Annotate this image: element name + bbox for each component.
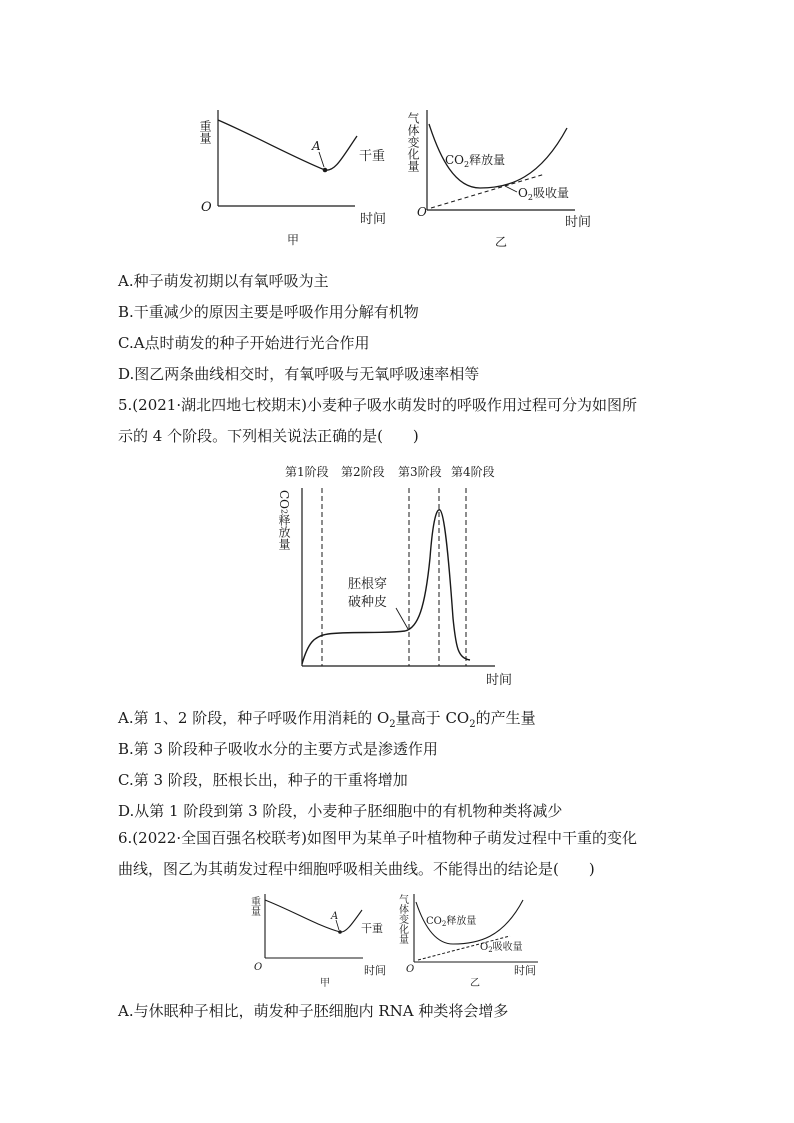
yi-origin: O (417, 205, 427, 219)
jia-dry-weight-curve (218, 120, 357, 170)
q6-yi-x-label: 时间 (514, 964, 536, 977)
q5-option-b: B.第 3 阶段种子吸收水分的主要方式是渗透作用 (118, 740, 438, 758)
q5-y-label: CO 2 释放量 (277, 490, 291, 551)
q6-stem-line1: 6.(2022·全国百强名校联考)如图甲为某单子叶植物种子萌发过程中干重的变化 (118, 829, 637, 847)
figure-q5-chart (270, 458, 530, 693)
q5-option-d: D.从第 1 阶段到第 3 阶段，小麦种子胚细胞中的有机物种类将减少 (118, 802, 563, 820)
q6-yi-caption: 乙 (470, 978, 480, 988)
jia-point-a-pointer (319, 152, 324, 167)
q4-option-c: C.A点时萌发的种子开始进行光合作用 (118, 334, 370, 352)
q6-graph-jia (249, 894, 387, 988)
jia-point-a (323, 168, 328, 173)
yi-o2-label: $O_2$吸收量 (518, 186, 569, 202)
jia-curve-label: 干重 (359, 149, 386, 164)
stage-2-label: 第2阶段 (341, 465, 385, 479)
yi-caption: 乙 (495, 235, 508, 249)
figure-q6 (248, 886, 548, 988)
q5-annotation-line1: 胚根穿 (348, 577, 388, 592)
q4-option-a: A.种子萌发初期以有氧呼吸为主 (118, 272, 329, 290)
q6-jia-x-label: 时间 (364, 964, 386, 977)
stage-4-label: 第4阶段 (451, 465, 495, 479)
q5-stem-line1: 5.(2021·湖北四地七校期末)小麦种子吸水萌发时的呼吸作用过程可分为如图所 (118, 396, 637, 414)
q6-jia-curve-label: 干重 (361, 922, 383, 935)
q5-x-label: 时间 (486, 673, 513, 688)
graph-jia (198, 110, 386, 247)
q6-yi-o2-label: $O_2$吸收量 (480, 942, 523, 954)
q6-jia-point-a (338, 930, 342, 934)
q6-jia-point-a-label: A (331, 911, 339, 922)
q5-annotation-line2: 破种皮 (348, 595, 388, 610)
stage-1-label: 第1阶段 (285, 465, 329, 479)
q5-annotation-pointer (396, 608, 408, 629)
yi-o2-curve (431, 174, 545, 208)
figure-1 (195, 98, 595, 258)
q6-yi-co2-label: $CO_2$释放量 (426, 916, 477, 928)
q5-option-a: A.第 1、2 阶段，种子呼吸作用消耗的 $O_2$量高于 $CO_2$的产生量 (118, 709, 536, 730)
q5-stem-line2: 示的 4 个阶段。下列相关说法正确的是( ) (118, 427, 419, 445)
jia-y-label: 重量 (198, 120, 212, 144)
q6-jia-curve (265, 900, 362, 932)
jia-origin: O (201, 200, 212, 215)
q4-option-b: B.干重减少的原因主要是呼吸作用分解有机物 (118, 303, 419, 321)
q6-yi-origin: O (406, 964, 415, 975)
q4-option-d: D.图乙两条曲线相交时，有氧呼吸与无氧呼吸速率相等 (118, 365, 480, 383)
q6-yi-y-label: 气体变化量 (396, 894, 408, 944)
yi-x-label: 时间 (565, 215, 592, 230)
q6-jia-origin: O (254, 962, 263, 973)
stage-3-label: 第3阶段 (398, 465, 442, 479)
q6-jia-y-label: 重量 (248, 896, 260, 916)
q5-option-c: C.第 3 阶段，胚根长出，种子的干重将增加 (118, 771, 408, 789)
yi-y-label: 气体变化量 (406, 112, 420, 172)
q6-jia-caption: 甲 (320, 978, 330, 988)
q6-graph-yi (397, 894, 539, 988)
graph-yi (406, 110, 591, 249)
yi-o2-pointer (505, 186, 517, 192)
q6-stem-line2: 曲线，图乙为其萌发过程中细胞呼吸相关曲线。不能得出的结论是( ) (118, 860, 595, 878)
jia-x-label: 时间 (360, 212, 387, 227)
jia-point-a-label: A (312, 139, 321, 153)
q6-option-a: A.与休眠种子相比，萌发种子胚细胞内 RNA 种类将会增多 (118, 1002, 509, 1020)
jia-caption: 甲 (287, 233, 300, 247)
yi-co2-label: $CO_2$释放量 (445, 153, 506, 169)
